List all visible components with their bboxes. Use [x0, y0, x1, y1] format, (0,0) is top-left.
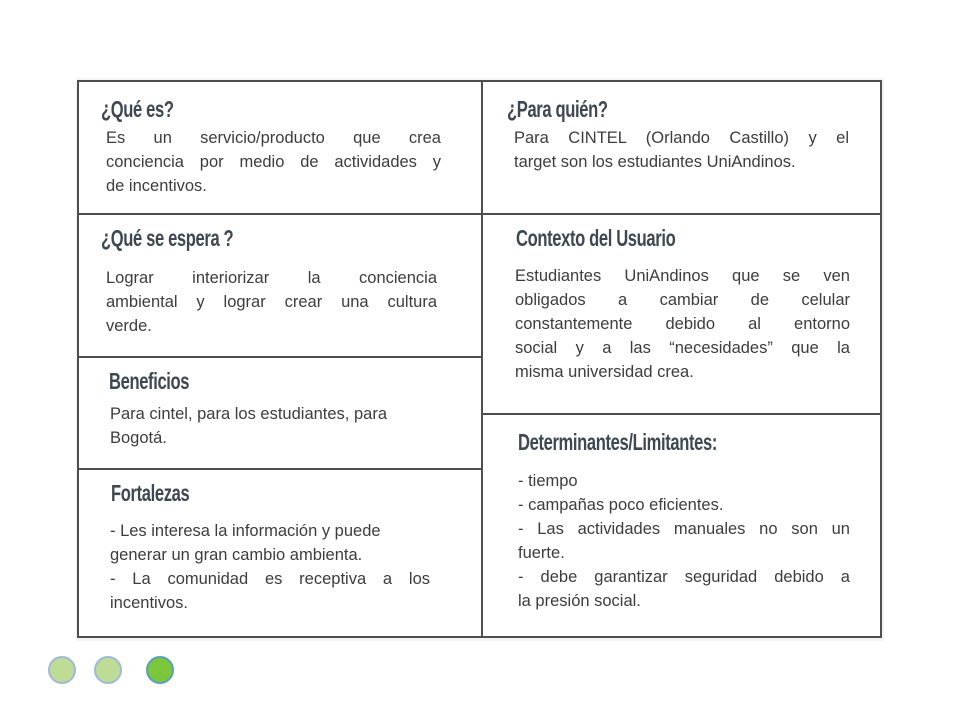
- slide-navigation-dots: [48, 656, 188, 688]
- section-heading: ¿Qué es?: [101, 96, 174, 122]
- body-line: fuerte.: [518, 544, 565, 562]
- sheet-header-area: [76, 9, 884, 78]
- section-body: [518, 469, 850, 613]
- section-heading: Determinantes/Limitantes:: [518, 429, 717, 455]
- body-line: target son los estudiantes UniAndinos.: [514, 153, 796, 171]
- section-body: [110, 402, 450, 450]
- body-line: la presión social.: [518, 592, 641, 610]
- section-heading: ¿Qué se espera ?: [101, 225, 234, 251]
- body-line: conciencia por medio de actividades y: [106, 153, 441, 171]
- nav-dot-circle-icon: [48, 656, 76, 684]
- section-heading: Contexto del Usuario: [516, 225, 676, 251]
- body-line: ambiental y lograr crear una cultura: [106, 293, 437, 311]
- body-line: incentivos.: [110, 594, 188, 612]
- opportunity-grid: [77, 80, 882, 638]
- body-line: - Les interesa la información y puede: [110, 522, 381, 540]
- section-que-es: [79, 82, 481, 215]
- section-beneficios: [79, 358, 481, 470]
- section-heading: Beneficios: [109, 368, 190, 394]
- body-line: - Las actividades manuales no son un: [518, 520, 850, 538]
- body-line: - campañas poco eficientes.: [518, 496, 724, 514]
- body-line: Para cintel, para los estudiantes, para: [110, 405, 387, 423]
- body-line: - debe garantizar seguridad debido a: [518, 568, 850, 586]
- right-column: [483, 82, 880, 636]
- section-heading: Fortalezas: [111, 480, 190, 506]
- body-line: Para CINTEL (Orlando Castillo) y el: [514, 129, 849, 147]
- section-para-quien: [483, 82, 880, 215]
- section-body: [515, 264, 850, 384]
- section-determinantes-limitantes: [483, 415, 880, 636]
- body-line: de incentivos.: [106, 177, 207, 195]
- left-column: [79, 82, 483, 636]
- body-line: - La comunidad es receptiva a los: [110, 570, 430, 588]
- body-line: Estudiantes UniAndinos que se ven: [515, 267, 850, 285]
- section-heading: ¿Para quién?: [507, 96, 608, 122]
- section-body: [110, 519, 430, 615]
- body-line: obligados a cambiar de celular: [515, 291, 850, 309]
- body-line: misma universidad crea.: [515, 363, 694, 381]
- section-body: [106, 126, 441, 198]
- design-opportunity-sheet: [76, 9, 884, 641]
- body-line: Bogotá.: [110, 429, 167, 447]
- active-nav-dot-circle-icon: [146, 656, 174, 684]
- section-contexto-del-usuario: [483, 215, 880, 415]
- body-line: constantemente debido al entorno: [515, 315, 850, 333]
- body-line: verde.: [106, 317, 152, 335]
- nav-dot-circle-icon: [94, 656, 122, 684]
- section-que-se-espera: [79, 215, 481, 358]
- section-fortalezas: [79, 470, 481, 636]
- body-line: Es un servicio/producto que crea: [106, 129, 441, 147]
- body-line: Lograr interiorizar la conciencia: [106, 269, 437, 287]
- body-line: social y a las “necesidades” que la: [515, 339, 850, 357]
- body-line: generar un gran cambio ambienta.: [110, 546, 363, 564]
- section-body: [514, 126, 849, 174]
- body-line: - tiempo: [518, 472, 578, 490]
- section-body: [106, 266, 437, 338]
